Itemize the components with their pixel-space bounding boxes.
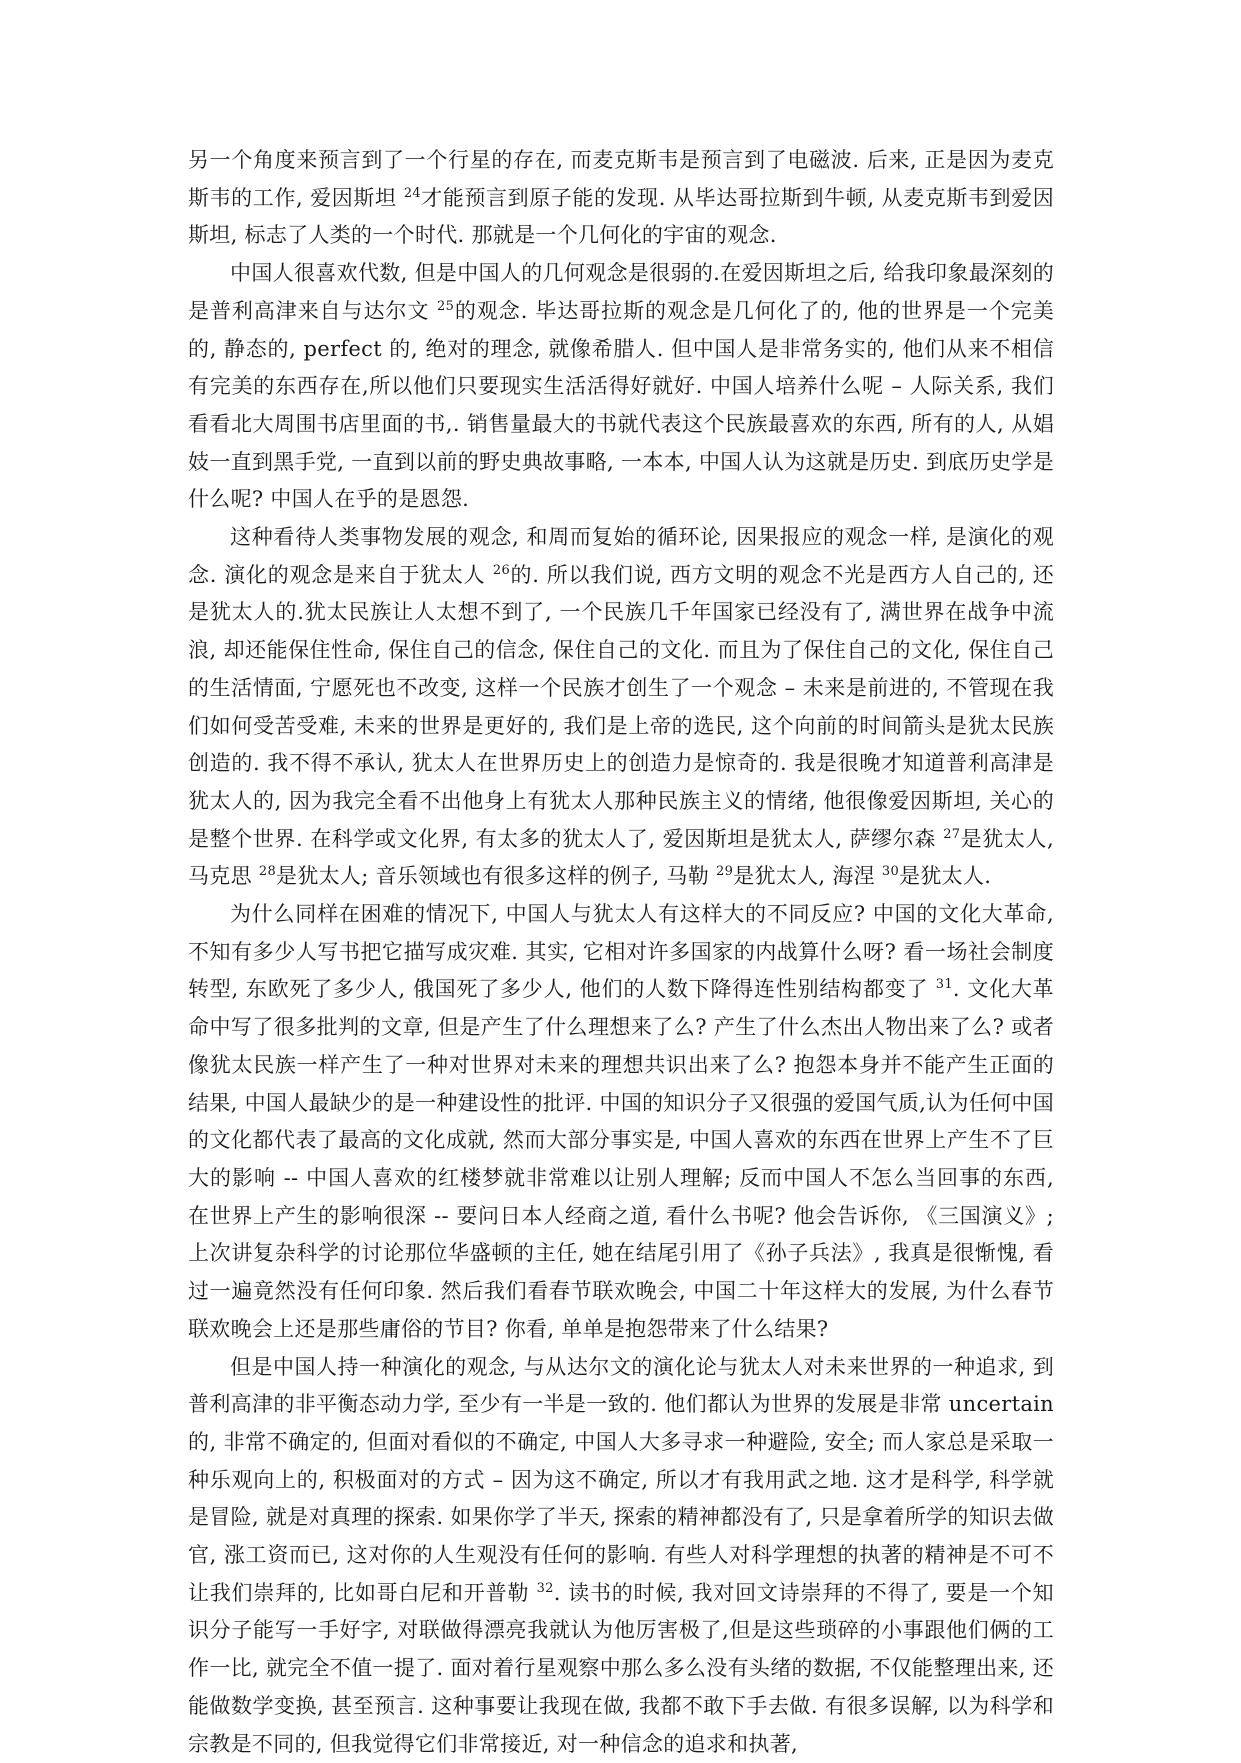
text-run: . 文化大革命中写了很多批判的文章, 但是产生了什么理想来了么? 产生了什么杰出人物出来了么? 或者像犹太民族一样产生了一种对世界对未来的理想共识出来了么? 抱怨本身并不能产生正面的结果, 中国人最缺少的是一种建设性的批评. 中国的知识分子又很强的爱国气质,认为任何中国的文化都代表了最高的文化成就, 然而大部分事实是, 中国人喜欢的东西在世界上产生不了巨大的影响 -- 中国人喜欢的红楼梦就非常难以让别人理解; 反而中国人不怎么当回事的东西, 在世界上产生的影响很深 -- 要问日本人经商之道, 看什么书呢? 他会告诉你, 《三国演义》; 上次讲复杂科学的讨论那位华盛顿的主任, 她在结尾引用了《孙子兵法》, 我真是很惭愧, 看过一遍竟然没有任何印象. 然后我们看春节联欢晚会, 中国二十年这样大的发展, 为什么春节联欢晚会上还是那些庸俗的节目? 你看, 单单是抱怨带来了什么结果? xyxy=(188,977,1054,1340)
paragraph-3 xyxy=(188,519,1054,896)
paragraph-1 xyxy=(188,142,1054,255)
footnote-marker-30: 30 xyxy=(882,864,899,879)
text-run: 中国人很喜欢代数, 但是中国人的几何观念是很弱的.在爱因斯坦之后, 给我印象最深刻的是普利高津来自与达尔文 xyxy=(188,261,1054,323)
text-run: 才能预言到原子能的发现. 从毕达哥拉斯到牛顿, 从麦克斯韦到爱因斯坦, 标志了人类的一个时代. 那就是一个几何化的宇宙的观念. xyxy=(188,186,1054,248)
footnote-marker-32: 32 xyxy=(537,1581,554,1596)
text-run: 但是中国人持一种演化的观念, 与从达尔文的演化论与犹太人对未来世界的一种追求, 到普利高津的非平衡态动力学, 至少有一半是一致的. 他们都认为世界的发展是非常 uncertain 的, 非常不确定的, 但面对看似的不确定, 中国人大多寻求一种避险, 安全; 而人家总是采取一种乐观向上的, 积极面对的方式 – 因为这不确定, 所以才有我用武之地. 这才是科学, 科学就是冒险, 就是对真理的探索. 如果你学了半天, 探索的精神都没有了, 只是拿着所学的知识去做官, 涨工资而已, 这对你的人生观没有任何的影响. 有些人对科学理想的执著的精神是不可不让我们崇拜的, 比如哥白尼和开普勒 xyxy=(188,1355,1054,1605)
text-run: 是犹太人, 海涅 xyxy=(733,864,882,888)
text-run: 另一个角度来预言到了一个行星的存在, 而麦克斯韦是预言到了电磁波. 后来, 正是因为麦克斯韦的工作, 爱因斯坦 xyxy=(188,148,1054,210)
text-run: 为什么同样在困难的情况下, 中国人与犹太人有这样大的不同反应? 中国的文化大革命, 不知有多少人写书把它描写成灾难. 其实, 它相对许多国家的内战算什么呀? 看一场社会制度转型, 东欧死了多少人, 俄国死了多少人, 他们的人数下降得连性别结构都变了 xyxy=(188,902,1054,1001)
text-run: 是犹太人; 音乐领域也有很多这样的例子, 马勒 xyxy=(276,864,716,888)
paragraph-2 xyxy=(188,255,1054,519)
footnote-marker-25: 25 xyxy=(437,299,454,314)
footnote-marker-26: 26 xyxy=(493,563,510,578)
body-text xyxy=(188,142,1054,1763)
paragraph-5 xyxy=(188,1349,1054,1763)
footnote-marker-29: 29 xyxy=(716,864,733,879)
footnote-marker-27: 27 xyxy=(943,827,960,842)
text-run: . 读书的时候, 我对回文诗崇拜的不得了, 要是一个知识分子能写一手好字, 对联做得漂亮我就认为他厉害极了,但是这些琐碎的小事跟他们俩的工作一比, 就完全不值一提了. 面对着行星观察中那么多么没有头绪的数据, 不仅能整理出来, 还能做数学变换, 甚至预言. 这种事要让我现在做, 我都不敢下手去做. 有很多误解, 以为科学和宗教是不同的, 但我觉得它们非常接近, 对一种信念的追求和执著, xyxy=(188,1581,1054,1756)
text-run: 是犹太人, 马克思 xyxy=(188,827,1054,889)
text-run: 是犹太人. xyxy=(899,864,991,888)
text-run: 的观念. 毕达哥拉斯的观念是几何化了的, 他的世界是一个完美的, 静态的, perfect 的, 绝对的理念, 就像希腊人. 但中国人是非常务实的, 他们从来不相信有完美的东西存在,所以他们只要现实生活活得好就好. 中国人培养什么呢 – 人际关系, 我们看看北大周围书店里面的书,. 销售量最大的书就代表这个民族最喜欢的东西, 所有的人, 从娼妓一直到黑手党, 一直到以前的野史典故事略, 一本本, 中国人认为这就是历史. 到底历史学是什么呢? 中国人在乎的是恩怨. xyxy=(188,299,1054,512)
text-run: 的. 所以我们说, 西方文明的观念不光是西方人自己的, 还是犹太人的.犹太民族让人太想不到了, 一个民族几千年国家已经没有了, 满世界在战争中流浪, 却还能保住性命, 保住自己的信念, 保住自己的文化. 而且为了保住自己的文化, 保住自己的生活情面, 宁愿死也不改变, 这样一个民族才创生了一个观念 – 未来是前进的, 不管现在我们如何受苦受难, 未来的世界是更好的, 我们是上帝的选民, 这个向前的时间箭头是犹太民族创造的. 我不得不承认, 犹太人在世界历史上的创造力是惊奇的. 我是很晚才知道普利高津是犹太人的, 因为我完全看不出他身上有犹太人那种民族主义的情绪, 他很像爱因斯坦, 关心的是整个世界. 在科学或文化界, 有太多的犹太人了, 爱因斯坦是犹太人, 萨缪尔森 xyxy=(188,563,1054,851)
text-run: 这种看待人类事物发展的观念, 和周而复始的循环论, 因果报应的观念一样, 是演化的观念. 演化的观念是来自于犹太人 xyxy=(188,525,1054,587)
paragraph-4 xyxy=(188,896,1054,1348)
footnote-marker-31: 31 xyxy=(936,977,953,992)
footnote-marker-28: 28 xyxy=(259,864,276,879)
footnote-marker-24: 24 xyxy=(404,186,421,201)
